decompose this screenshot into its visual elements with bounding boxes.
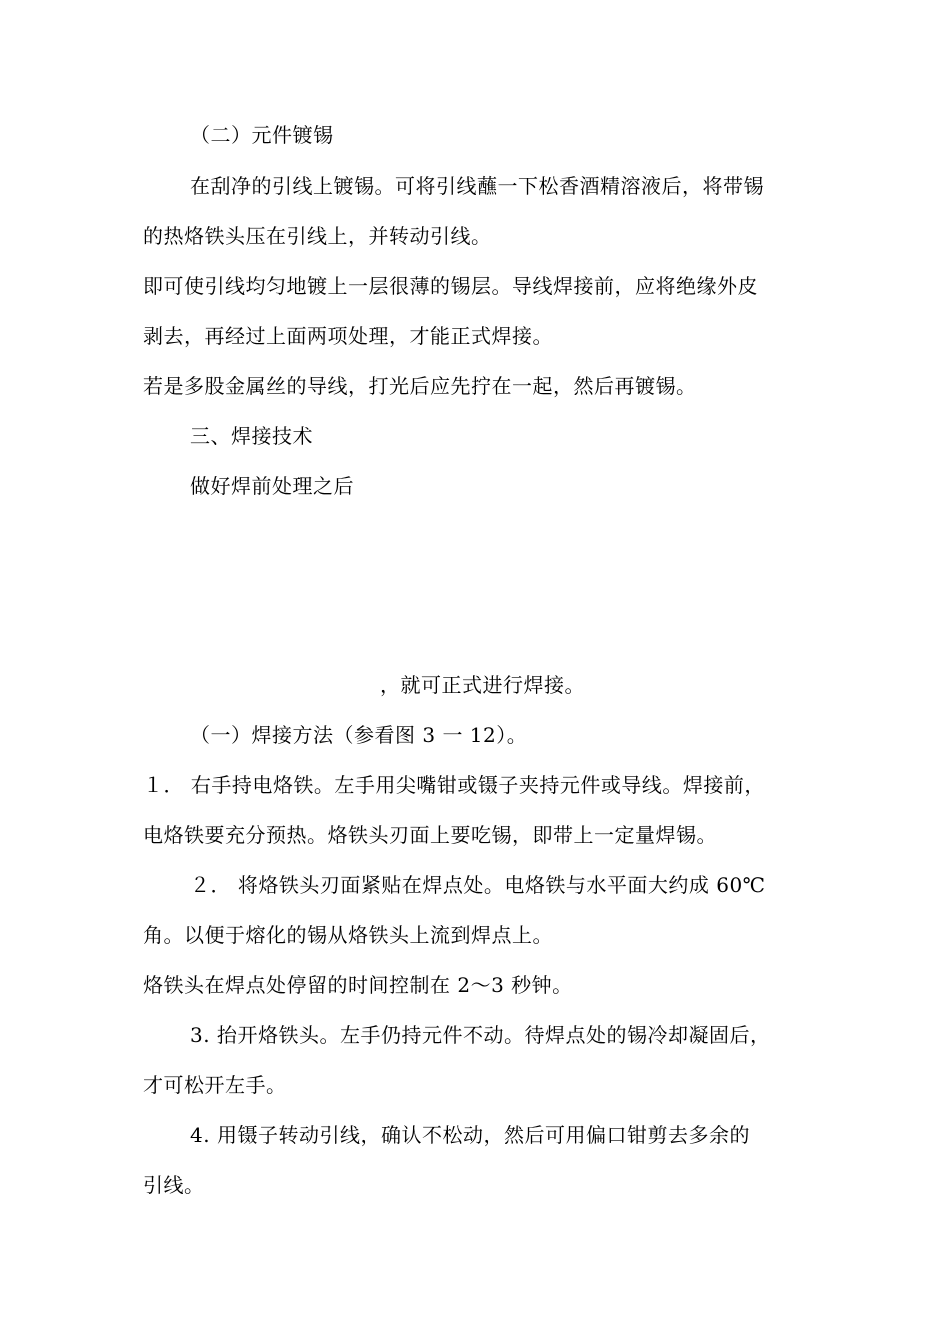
list-item-step-4: 4. 用镊子转动引线，确认不松动，然后可用偏口钳剪去多余的 bbox=[190, 1123, 750, 1147]
paragraph-line: 烙铁头在焊点处停留的时间控制在 2～3 秒钟。 bbox=[143, 973, 573, 997]
paragraph-line: 引线。 bbox=[143, 1173, 205, 1197]
paragraph-line: 剥去，再经过上面两项处理，才能正式焊接。 bbox=[143, 324, 553, 348]
list-item-step-1: １． 右手持电烙铁。左手用尖嘴钳或镊子夹持元件或导线。焊接前， bbox=[143, 773, 765, 797]
section-heading-component-tinning: （二）元件镀锡 bbox=[190, 123, 334, 147]
paragraph-line: 的热烙铁头压在引线上，并转动引线。 bbox=[143, 224, 492, 248]
paragraph-line: ，就可正式进行焊接。 bbox=[380, 673, 585, 697]
section-heading-welding-technique: 三、焊接技术 bbox=[190, 424, 313, 448]
paragraph-line: 才可松开左手。 bbox=[143, 1073, 287, 1097]
paragraph-line: 电烙铁要充分预热。烙铁头刃面上要吃锡，即带上一定量焊锡。 bbox=[143, 823, 717, 847]
paragraph-line: 做好焊前处理之后 bbox=[190, 474, 354, 498]
section-heading-welding-method: （一）焊接方法（参看图 3 一 12）。 bbox=[190, 723, 528, 747]
paragraph-line: 在刮净的引线上镀锡。可将引线蘸一下松香酒精溶液后，将带锡 bbox=[190, 174, 764, 198]
list-item-step-2: ２． 将烙铁头刃面紧贴在焊点处。电烙铁与水平面大约成 60℃ bbox=[190, 873, 766, 897]
paragraph-line: 即可使引线均匀地镀上一层很薄的锡层。导线焊接前，应将绝缘外皮 bbox=[143, 274, 758, 298]
paragraph-line: 角。以便于熔化的锡从烙铁头上流到焊点上。 bbox=[143, 923, 553, 947]
list-item-step-3: 3. 抬开烙铁头。左手仍持元件不动。待焊点处的锡冷却凝固后， bbox=[190, 1023, 771, 1047]
paragraph-line: 若是多股金属丝的导线，打光后应先拧在一起，然后再镀锡。 bbox=[143, 374, 697, 398]
